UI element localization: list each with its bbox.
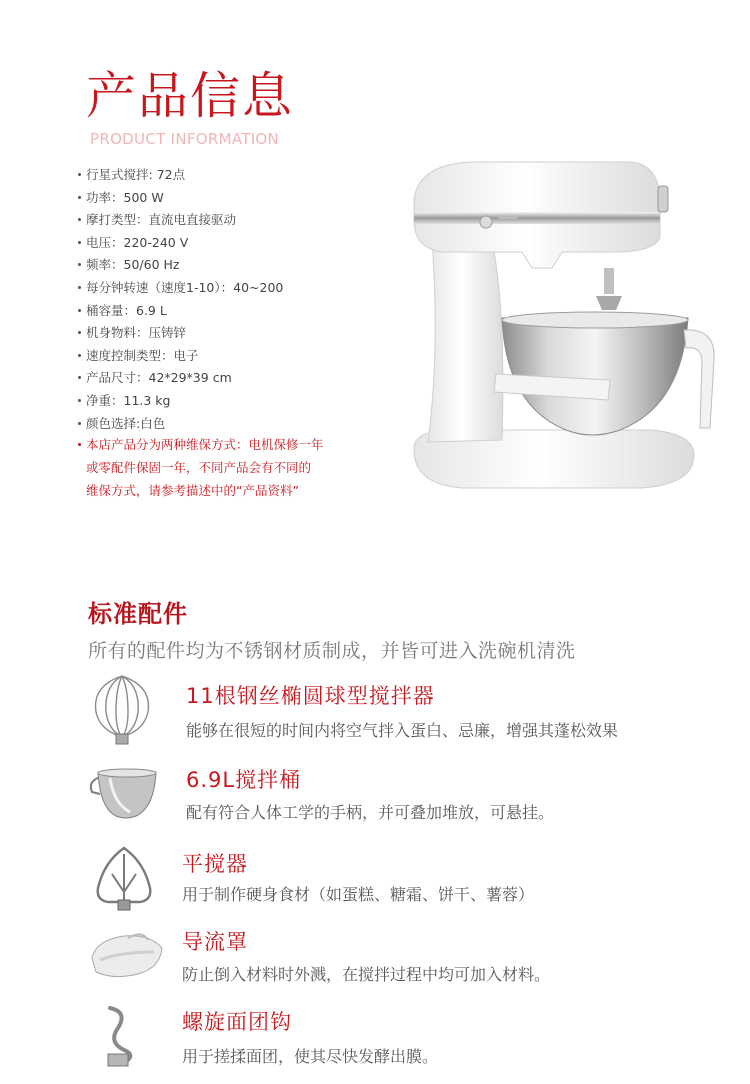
spec-item: 频率：50/60 Hz — [78, 254, 398, 277]
flat-beater-icon — [84, 840, 164, 920]
warranty-note: 本店产品分为两种维保方式：电机保修一年 或零配件保固一年，不同产品会有不同的 维保方式，请参考描述中的“产品资料” — [78, 433, 378, 502]
bullet-icon — [78, 443, 81, 446]
bullet-icon — [78, 241, 81, 244]
accessory-desc: 配有符合人体工学的手柄，并可叠加堆放，可悬挂。 — [186, 803, 555, 822]
spec-item: 电压：220-240 V — [78, 232, 398, 255]
bullet-icon — [78, 422, 81, 425]
section-subtitle: 所有的配件均为不锈钢材质制成，并皆可进入洗碗机清洗 — [88, 640, 576, 662]
dough-hook-icon — [84, 998, 164, 1078]
page-subtitle: PRODUCT INFORMATION — [90, 130, 280, 148]
bullet-icon — [78, 286, 81, 289]
bullet-icon — [78, 331, 81, 334]
page-title: 产品信息 — [86, 67, 294, 125]
spec-item: 净重：11.3 kg — [78, 390, 398, 413]
spec-item: 行星式搅拌: 72点 — [78, 164, 398, 187]
spec-item: 桶容量：6.9 L — [78, 300, 398, 323]
wire-whip-icon — [82, 668, 162, 748]
accessory-desc: 用于搓揉面团，使其尽快发酵出膜。 — [182, 1047, 439, 1066]
accessory-title: 6.9L搅拌桶 — [186, 768, 302, 792]
spec-item: 产品尺寸：42*29*39 cm — [78, 367, 398, 390]
bullet-icon — [78, 173, 81, 176]
accessory-title: 11根钢丝椭圆球型搅拌器 — [186, 684, 435, 708]
bullet-icon — [78, 376, 81, 379]
spec-item: 功率：500 W — [78, 187, 398, 210]
accessory-title: 导流罩 — [182, 930, 248, 954]
pouring-shield-icon — [84, 918, 164, 998]
bullet-icon — [78, 218, 81, 221]
accessory-desc: 防止倒入材料时外溅，在搅拌过程中均可加入材料。 — [182, 965, 551, 984]
stand-mixer-image — [402, 150, 722, 500]
spec-item: 机身物料：压铸锌 — [78, 322, 398, 345]
spec-item: 颜色选择:白色 — [78, 413, 398, 436]
accessory-desc: 能够在很短的时间内将空气拌入蛋白、忌廉，增强其蓬松效果 — [186, 721, 619, 740]
bullet-icon — [78, 263, 81, 266]
bullet-icon — [78, 354, 81, 357]
spec-item: 每分钟转速（速度1-10）：40~200 — [78, 277, 398, 300]
spec-item: 速度控制类型：电子 — [78, 345, 398, 368]
accessory-desc: 用于制作硬身食材（如蛋糕、糖霜、饼干、薯蓉） — [182, 885, 535, 904]
accessory-title: 平搅器 — [182, 852, 248, 876]
section-title: 标准配件 — [88, 600, 188, 628]
accessory-title: 螺旋面团钩 — [182, 1010, 292, 1034]
mixing-bowl-icon — [84, 756, 164, 836]
spec-item: 摩打类型：直流电直接驱动 — [78, 209, 398, 232]
bullet-icon — [78, 309, 81, 312]
bullet-icon — [78, 196, 81, 199]
spec-list — [78, 164, 398, 435]
bullet-icon — [78, 399, 81, 402]
